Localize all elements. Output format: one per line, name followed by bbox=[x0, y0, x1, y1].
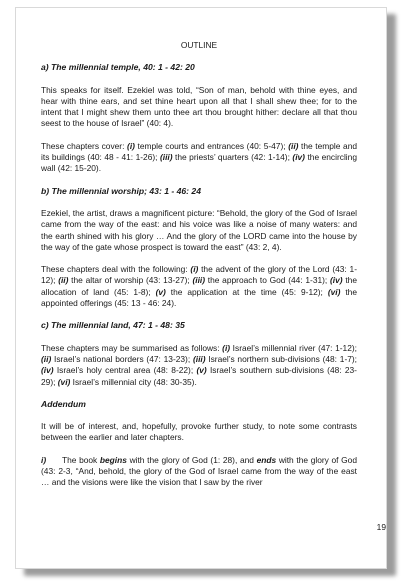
addendum-item-1 bbox=[41, 454, 360, 489]
section-c-item-1: Israel’s millennial river (47: 1-12); bbox=[230, 342, 357, 353]
page-content bbox=[41, 40, 360, 489]
section-b-marker-3: (iii) bbox=[192, 275, 206, 286]
section-c-item-2: Israel’s national borders (47: 13-23); bbox=[51, 353, 193, 364]
section-c-heading: c) The millennial land, 47: 1 - 48: 35 bbox=[41, 320, 185, 331]
addendum-ends: ends bbox=[256, 454, 277, 465]
section-c-paragraph bbox=[41, 343, 357, 388]
section-a-paragraph-1: This speaks for itself. Ezekiel was told, “Son of man, behold with thine eyes, and hear with thine ears, and set thine heart upon all that I shall shew thee; for to the intent that I might shew them unto thee art thou brought hither: declare all that thou seest to the house of Israel” (40: 4). bbox=[41, 84, 357, 129]
section-b-item-2: the altar of worship (43: 13-27); bbox=[68, 275, 193, 286]
addendum-begins: begins bbox=[99, 454, 127, 465]
section-c-item-5: Israel’s southern sub-divisions (48: 23-29); bbox=[41, 365, 357, 387]
section-c-item-3: Israel’s northern sub-divisions (48: 1-7); bbox=[205, 353, 358, 364]
section-b-paragraph-2 bbox=[41, 264, 357, 309]
section-b-marker-2: (ii) bbox=[58, 275, 69, 286]
section-b-intro: These chapters deal with the following: bbox=[41, 264, 191, 275]
section-b-heading: b) The millennial worship; 43: 1 - 46: 24 bbox=[41, 185, 201, 196]
section-c-marker-6: (vi) bbox=[57, 376, 71, 387]
section-a-intro: These chapters cover: bbox=[41, 140, 128, 151]
section-b-marker-1: (i) bbox=[190, 264, 199, 275]
section-b-marker-4: (iv) bbox=[330, 275, 343, 286]
section-a-paragraph-2 bbox=[41, 141, 357, 175]
section-a-item-4: the encircling wall (42: 15-20). bbox=[41, 152, 357, 174]
section-a-marker-2: (ii) bbox=[288, 140, 299, 151]
page-number: 19 bbox=[376, 522, 386, 532]
section-c-marker-5: (v) bbox=[196, 365, 207, 376]
section-a-item-3: the priests’ quarters (42: 1-14); bbox=[172, 152, 293, 163]
section-c-item-6: Israel’s millennial city (48: 30-35). bbox=[70, 376, 197, 387]
section-b-marker-6: (vi) bbox=[327, 286, 341, 297]
section-b-marker-5: (v) bbox=[155, 286, 166, 297]
section-b-item-3: the approach to God (44: 1-31); bbox=[205, 275, 331, 286]
addendum-heading: Addendum bbox=[41, 398, 86, 409]
section-c-item-4: Israel’s holy central area (48: 8-22); bbox=[53, 365, 197, 376]
addendum-item-text-3: with the glory of God (43: 2-3, “And, behold, the glory of the God of Israel came from the way of the east … and the visions were like the vision that I saw by the river bbox=[41, 454, 360, 488]
addendum-item-text-1: The book bbox=[46, 454, 100, 465]
section-a-marker-3: (iii) bbox=[159, 152, 173, 163]
section-b-item-6: the appointed offerings (45: 13 - 46: 24). bbox=[41, 286, 357, 309]
addendum-item-marker: i) bbox=[41, 454, 47, 465]
section-c-marker-2: (ii) bbox=[41, 353, 52, 364]
section-a-item-1: temple courts and entrances (40: 5-47); bbox=[134, 140, 289, 151]
outline-title: OUTLINE bbox=[180, 40, 218, 50]
section-c-intro: These chapters may be summarised as follows: bbox=[41, 342, 223, 353]
section-a-marker-4: (iv) bbox=[292, 152, 305, 163]
section-a-item-2: the temple and its buildings (40: 48 - 41: 1-26); bbox=[41, 140, 358, 163]
section-c-marker-1: (i) bbox=[222, 342, 231, 353]
section-b-item-1: the advent of the glory of the Lord (43: 1-12); bbox=[41, 264, 357, 286]
section-c-marker-3: (iii) bbox=[192, 353, 206, 364]
section-c-marker-4: (iv) bbox=[41, 365, 54, 376]
section-b-item-4: the allocation of land (45: 1-8); bbox=[41, 275, 357, 297]
section-b-paragraph-1: Ezekiel, the artist, draws a magnificent picture: “Behold, the glory of the God of Israel came from the way of the east: and his voice was like a noise of many waters: and the earth shined with his glory … And the glory of the LORD came into the house by the way of the gate whose prospect is toward the east” (43: 2, 4). bbox=[41, 207, 357, 252]
addendum-item-text-2: with the glory of God (1: 28), and bbox=[126, 454, 257, 465]
section-b-item-5: the application at the time (45: 9-12); bbox=[165, 286, 328, 297]
addendum-paragraph-1: It will be of interest, and, hopefully, provoke further study, to note some contrasts between the earlier and later chapters. bbox=[41, 421, 357, 443]
section-a-heading: a) The millennial temple, 40: 1 - 42: 20 bbox=[41, 62, 195, 73]
section-a-marker-1: (i) bbox=[127, 140, 135, 151]
